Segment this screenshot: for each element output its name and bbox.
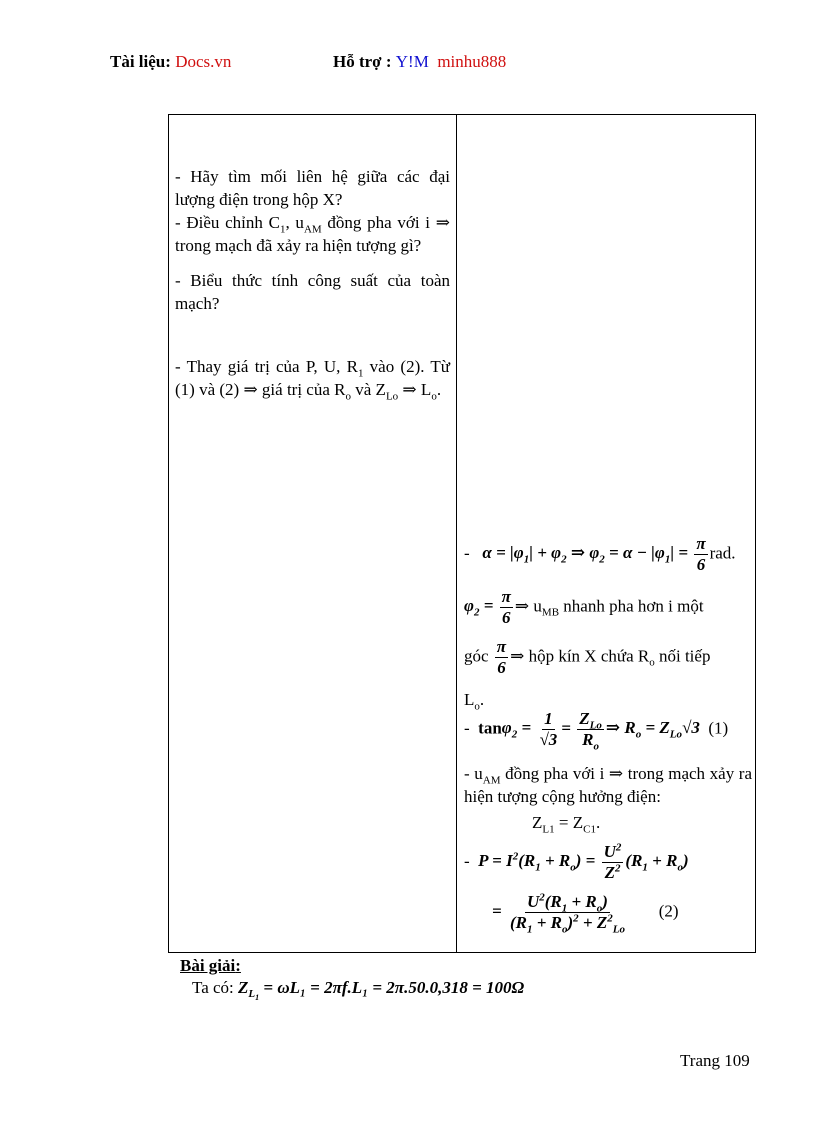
question-3: - Biểu thức tính công suất của toàn mạch? (175, 271, 450, 313)
tan-equation: - tanφ$_2$ = $\frac{1}{√3}$ = $\frac{Z_{Lo}}{R_o}$ ⇒ $R_o = Z_{Lo}√3$ (1) (464, 709, 729, 753)
header-source: Tài liệu: Docs.vn (110, 52, 232, 71)
table-divider (456, 114, 457, 953)
left-column (175, 165, 450, 401)
power-equation: - $P = I^2(R_1 + R_o)$ = $\frac{U^2}{Z^2}$ $(R_1 + R_o)$ (464, 841, 689, 882)
docs-link[interactable]: Docs.vn (175, 52, 232, 71)
header-support: Hỗ trợ : Y!M minhu888 (333, 52, 507, 71)
resonance-line: - $u_{AM}$ đồng pha với i ⇒ trong mạch xảy ra hiện tượng cộng hưởng điện: (464, 764, 752, 806)
power-equation-2: = $\frac{U^2(R_1 + R_o)}{(R_1 + R_o)^2 + Z^2_{Lo}}$ (2) (492, 891, 679, 936)
support-user[interactable]: minhu888 (437, 52, 507, 71)
phase-angle-line: góc $\frac{\pi}{6}$ ⇒ hộp kín X chứa $R_o$ nối tiếp (464, 637, 711, 677)
question-4: - Thay giá trị của P, U, $R_1$ vào (2). Từ (1) và (2) ⇒ giá trị của $R_o$ và $Z_{Lo}$ ⇒ $L_o$. (175, 357, 450, 403)
solution-line: Ta có: $Z_{L_1} = \omega L_1 = 2\pi f.L_1 = 2\pi.50.0,318 = 100\Omega$ (192, 978, 525, 1003)
lo-line: $L_o$. (464, 690, 485, 713)
ym-label: Y!M (395, 52, 429, 71)
phase-phi2-line: $\varphi_2$ = $\frac{\pi}{6}$ ⇒ $u_{MB}$ nhanh pha hơn i một (464, 587, 704, 627)
solution-title: Bài giải: (180, 956, 241, 975)
question-2: - Điều chỉnh $C_1$, $u_{AM}$ đồng pha với i ⇒ trong mạch đã xảy ra hiện tượng gì? (175, 213, 450, 255)
question-1: - Hãy tìm mối liên hệ giữa các đại lượng điện trong hộp X? (175, 167, 450, 209)
phase-equation: - $\alpha = |\varphi_1| + \varphi_2$ ⇒ $\varphi_2 = \alpha - |\varphi_1|$ = $\frac{\pi}{6}$ rad. (464, 534, 736, 574)
zl-zc-line: $Z_{L1} = Z_{C1}$. (532, 813, 601, 836)
page-number: Trang 109 (680, 1051, 750, 1070)
header-label: Tài liệu (110, 52, 166, 71)
